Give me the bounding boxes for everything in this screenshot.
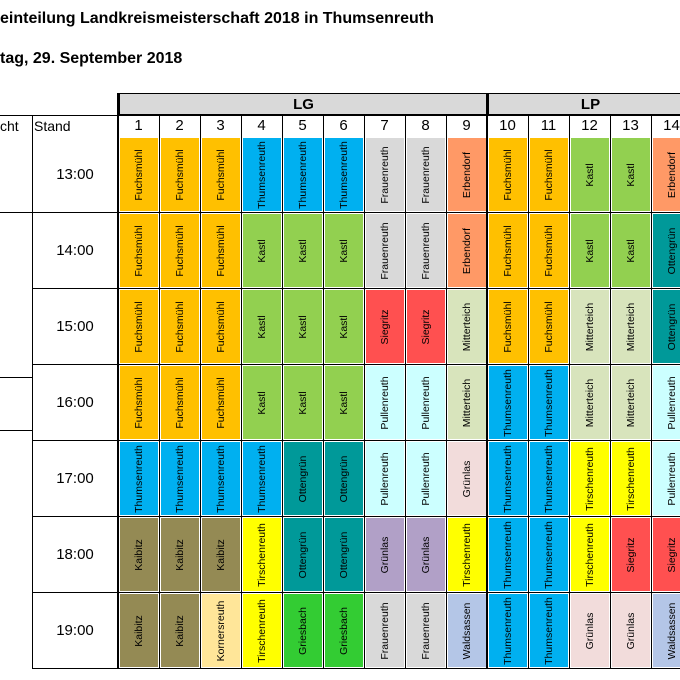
- schedule-cell: [161, 594, 199, 667]
- stand-label: Stand: [34, 117, 71, 134]
- schedule-cell: [448, 366, 486, 439]
- club-name: Erbendorf: [665, 151, 678, 198]
- club-name: Erbendorf: [460, 151, 473, 198]
- schedule-cell: [407, 214, 445, 287]
- schedule-cell: [243, 214, 281, 287]
- schedule-cell: [284, 442, 322, 515]
- schedule-cell: [653, 518, 680, 591]
- club-name: Thumsenreuth: [542, 596, 555, 665]
- time-label: 15:00: [56, 317, 94, 335]
- stand-number-10: 10: [499, 117, 516, 134]
- column-divider: [241, 115, 242, 668]
- schedule-cell: [366, 138, 404, 211]
- row-divider: [32, 516, 680, 517]
- club-name: Pullenreuth: [665, 375, 678, 430]
- schedule-cell: [161, 442, 199, 515]
- club-name: Kastl: [624, 162, 637, 187]
- schedule-cell: [530, 214, 568, 287]
- schedule-cell: [366, 290, 404, 363]
- club-name: Thumsenreuth: [542, 520, 555, 589]
- schedule-cell: [243, 442, 281, 515]
- column-divider: [364, 115, 365, 668]
- schedule-cell: [120, 594, 158, 667]
- left-header-fragment: cht: [0, 117, 19, 134]
- club-name: Ottengrün: [337, 455, 350, 502]
- schedule-cell: [530, 594, 568, 667]
- schedule-cell: [243, 366, 281, 439]
- schedule-cell: [325, 138, 363, 211]
- schedule-cell: [407, 290, 445, 363]
- club-name: Thumsenreuth: [501, 368, 514, 437]
- schedule-cell: [325, 518, 363, 591]
- stand-number-12: 12: [581, 117, 598, 134]
- schedule-cell: [530, 366, 568, 439]
- club-name: Fuchsmühl: [173, 376, 186, 429]
- club-name: Kaibitz: [214, 538, 227, 571]
- club-name: Griesbach: [337, 606, 350, 655]
- club-name: Fuchsmühl: [132, 148, 145, 201]
- club-name: Tirschenreuth: [255, 522, 268, 587]
- club-name: Pullenreuth: [665, 451, 678, 506]
- row-divider: [32, 212, 680, 213]
- club-name: Frauenreuth: [419, 601, 432, 660]
- stand-number-11: 11: [540, 117, 557, 134]
- club-name: Fuchsmühl: [173, 148, 186, 201]
- club-name: Kastl: [337, 390, 350, 415]
- column-divider: [651, 115, 652, 668]
- schedule-cell: [202, 594, 240, 667]
- row-divider: [32, 440, 680, 441]
- club-name: Fuchsmühl: [501, 300, 514, 353]
- schedule-cell: [530, 138, 568, 211]
- club-name: Mitterteich: [583, 302, 596, 351]
- schedule-cell: [612, 138, 650, 211]
- schedule-cell: [366, 518, 404, 591]
- club-name: Thumsenreuth: [501, 596, 514, 665]
- club-name: Kastl: [583, 238, 596, 263]
- row-divider: [32, 592, 680, 593]
- stand-number-4: 4: [257, 117, 266, 134]
- club-name: Frauenreuth: [378, 221, 391, 280]
- schedule-cell: [571, 290, 609, 363]
- schedule-cell: [612, 442, 650, 515]
- row-divider: [32, 288, 680, 289]
- club-name: Grünlas: [583, 612, 596, 649]
- schedule-cell: [489, 366, 527, 439]
- schedule-cell: [653, 138, 680, 211]
- schedule-cell: [612, 290, 650, 363]
- time-label: 13:00: [56, 165, 94, 183]
- schedule-cell: [161, 290, 199, 363]
- club-name: Fuchsmühl: [132, 300, 145, 353]
- club-name: Thumsenreuth: [296, 140, 309, 209]
- schedule-cell: [120, 442, 158, 515]
- club-name: Thumsenreuth: [255, 140, 268, 209]
- club-name: Ottengrün: [665, 303, 678, 350]
- page-subtitle: tag, 29. September 2018: [0, 50, 183, 67]
- schedule-cell: [530, 290, 568, 363]
- schedule-cell: [325, 290, 363, 363]
- schedule-cell: [448, 594, 486, 667]
- club-name: Kastl: [296, 314, 309, 339]
- club-name: Grünlas: [624, 612, 637, 649]
- row-divider: [32, 364, 680, 365]
- left-fragment-line: [0, 212, 32, 213]
- schedule-cell: [366, 366, 404, 439]
- schedule-cell: [120, 366, 158, 439]
- club-name: Mitterteich: [460, 302, 473, 351]
- schedule-cell: [120, 518, 158, 591]
- schedule-cell: [284, 518, 322, 591]
- schedule-cell: [243, 518, 281, 591]
- schedule-cell: [202, 214, 240, 287]
- schedule-cell: [571, 518, 609, 591]
- club-name: Kornersreuth: [214, 600, 227, 661]
- schedule-cell: [284, 138, 322, 211]
- club-name: Grünlas: [460, 460, 473, 497]
- schedule-cell: [653, 214, 680, 287]
- club-name: Kastl: [255, 390, 268, 415]
- club-name: Fuchsmühl: [501, 224, 514, 277]
- schedule-cell: [571, 366, 609, 439]
- club-name: Tirschenreuth: [583, 446, 596, 511]
- group-header-lp: LP: [487, 93, 680, 115]
- schedule-cell: [489, 518, 527, 591]
- schedule-cell: [571, 138, 609, 211]
- stand-number-2: 2: [175, 117, 184, 134]
- club-name: Kastl: [583, 162, 596, 187]
- stand-number-8: 8: [421, 117, 430, 134]
- club-name: Kaibitz: [132, 614, 145, 647]
- schedule-cell: [202, 290, 240, 363]
- stand-number-1: 1: [134, 117, 143, 134]
- club-name: Grünlas: [419, 536, 432, 573]
- club-name: Kastl: [337, 238, 350, 263]
- club-name: Kaibitz: [173, 538, 186, 571]
- club-name: Fuchsmühl: [173, 300, 186, 353]
- schedule-cell: [653, 366, 680, 439]
- club-name: Kastl: [255, 238, 268, 263]
- club-name: Kastl: [624, 238, 637, 263]
- schedule-cell: [612, 518, 650, 591]
- club-name: Pullenreuth: [419, 451, 432, 506]
- club-name: Thumsenreuth: [542, 444, 555, 513]
- schedule-cell: [243, 594, 281, 667]
- schedule-cell: [325, 442, 363, 515]
- club-name: Fuchsmühl: [173, 224, 186, 277]
- schedule-cell: [325, 366, 363, 439]
- column-divider: [405, 115, 406, 668]
- schedule-cell: [161, 138, 199, 211]
- schedule-cell: [407, 594, 445, 667]
- schedule-cell: [407, 518, 445, 591]
- left-fragment-line: [0, 430, 32, 431]
- schedule-cell: [448, 214, 486, 287]
- schedule-cell: [571, 594, 609, 667]
- time-label: 16:00: [56, 393, 94, 411]
- time-label: 14:00: [56, 241, 94, 259]
- club-name: Kaibitz: [173, 614, 186, 647]
- schedule-cell: [161, 518, 199, 591]
- schedule-cell: [120, 214, 158, 287]
- club-name: Tirschenreuth: [460, 522, 473, 587]
- schedule-cell: [489, 214, 527, 287]
- column-divider: [569, 115, 570, 668]
- schedule-cell: [612, 214, 650, 287]
- club-name: Mitterteich: [624, 378, 637, 427]
- schedule-cell: [243, 138, 281, 211]
- time-column-left-border: [32, 115, 33, 668]
- schedule-cell: [489, 138, 527, 211]
- club-name: Erbendorf: [460, 227, 473, 274]
- schedule-cell: [243, 290, 281, 363]
- club-name: Kastl: [296, 390, 309, 415]
- column-divider: [159, 115, 160, 668]
- club-name: Pullenreuth: [378, 375, 391, 430]
- schedule-cell: [120, 290, 158, 363]
- schedule-cell: [202, 138, 240, 211]
- club-name: Kastl: [255, 314, 268, 339]
- schedule-cell: [120, 138, 158, 211]
- schedule-cell: [653, 290, 680, 363]
- club-name: Kaibitz: [132, 538, 145, 571]
- club-name: Tirschenreuth: [255, 598, 268, 663]
- club-name: Pullenreuth: [378, 451, 391, 506]
- club-name: Ottengrün: [337, 531, 350, 578]
- club-name: Griesbach: [296, 606, 309, 655]
- schedule-cell: [612, 366, 650, 439]
- club-name: Thumsenreuth: [173, 444, 186, 513]
- schedule-cell: [448, 518, 486, 591]
- column-divider: [323, 115, 324, 668]
- schedule-cell: [161, 366, 199, 439]
- schedule-cell: [448, 290, 486, 363]
- schedule-cell: [653, 442, 680, 515]
- club-name: Fuchsmühl: [214, 300, 227, 353]
- schedule-cell: [325, 594, 363, 667]
- club-name: Waldsassen: [665, 602, 678, 659]
- time-label: 19:00: [56, 621, 94, 639]
- group-header-lg: LG: [118, 93, 487, 115]
- club-name: Tirschenreuth: [624, 446, 637, 511]
- stand-number-7: 7: [380, 117, 389, 134]
- schedule-cell: [612, 594, 650, 667]
- club-name: Fuchsmühl: [542, 148, 555, 201]
- schedule-cell: [284, 594, 322, 667]
- row-divider: [32, 668, 680, 669]
- club-name: Pullenreuth: [419, 375, 432, 430]
- club-name: Ottengrün: [296, 455, 309, 502]
- stand-number-6: 6: [339, 117, 348, 134]
- column-divider: [117, 93, 119, 668]
- club-name: Ottengrün: [665, 227, 678, 274]
- schedule-cell: [284, 366, 322, 439]
- column-divider: [528, 115, 529, 668]
- column-divider: [200, 115, 201, 668]
- club-name: Fuchsmühl: [214, 376, 227, 429]
- schedule-cell: [407, 366, 445, 439]
- schedule-cell: [448, 138, 486, 211]
- time-label: 17:00: [56, 469, 94, 487]
- club-name: Kastl: [296, 238, 309, 263]
- column-divider: [486, 93, 488, 668]
- club-name: Tirschenreuth: [583, 522, 596, 587]
- club-name: Thumsenreuth: [501, 520, 514, 589]
- schedule-cell: [489, 442, 527, 515]
- schedule-cell: [284, 290, 322, 363]
- schedule-cell: [202, 366, 240, 439]
- schedule-cell: [366, 214, 404, 287]
- page-title: einteilung Landkreismeisterschaft 2018 in Thumsenreuth: [0, 10, 434, 27]
- schedule-cell: [202, 518, 240, 591]
- club-name: Thumsenreuth: [214, 444, 227, 513]
- club-name: Fuchsmühl: [542, 224, 555, 277]
- column-divider: [610, 115, 611, 668]
- schedule-cell: [325, 214, 363, 287]
- schedule-cell: [489, 290, 527, 363]
- stand-number-3: 3: [216, 117, 225, 134]
- schedule-cell: [407, 138, 445, 211]
- schedule-cell: [653, 594, 680, 667]
- club-name: Fuchsmühl: [542, 300, 555, 353]
- column-divider: [282, 115, 283, 668]
- club-name: Frauenreuth: [419, 145, 432, 204]
- schedule-cell: [366, 442, 404, 515]
- club-name: Frauenreuth: [419, 221, 432, 280]
- club-name: Fuchsmühl: [501, 148, 514, 201]
- club-name: Siegritz: [378, 308, 391, 345]
- stand-number-14: 14: [663, 117, 680, 134]
- club-name: Fuchsmühl: [132, 376, 145, 429]
- club-name: Thumsenreuth: [132, 444, 145, 513]
- stand-number-13: 13: [622, 117, 639, 134]
- club-name: Fuchsmühl: [132, 224, 145, 277]
- club-name: Thumsenreuth: [337, 140, 350, 209]
- club-name: Mitterteich: [583, 378, 596, 427]
- schedule-cell: [489, 594, 527, 667]
- schedule-cell: [571, 442, 609, 515]
- club-name: Waldsassen: [460, 602, 473, 659]
- club-name: Thumsenreuth: [255, 444, 268, 513]
- club-name: Thumsenreuth: [501, 444, 514, 513]
- club-name: Fuchsmühl: [214, 148, 227, 201]
- schedule-cell: [366, 594, 404, 667]
- stand-number-9: 9: [462, 117, 471, 134]
- schedule-cell: [530, 518, 568, 591]
- club-name: Siegritz: [665, 536, 678, 573]
- club-name: Kastl: [337, 314, 350, 339]
- club-name: Frauenreuth: [378, 145, 391, 204]
- schedule-cell: [530, 442, 568, 515]
- left-fragment-line: [0, 377, 32, 378]
- column-divider: [446, 115, 447, 668]
- schedule-cell: [161, 214, 199, 287]
- stand-number-5: 5: [298, 117, 307, 134]
- club-name: Siegritz: [624, 536, 637, 573]
- club-name: Thumsenreuth: [542, 368, 555, 437]
- club-name: Siegritz: [419, 308, 432, 345]
- club-name: Mitterteich: [460, 378, 473, 427]
- club-name: Ottengrün: [296, 531, 309, 578]
- schedule-cell: [571, 214, 609, 287]
- time-label: 18:00: [56, 545, 94, 563]
- schedule-cell: [284, 214, 322, 287]
- schedule-cell: [202, 442, 240, 515]
- schedule-cell: [407, 442, 445, 515]
- club-name: Frauenreuth: [378, 601, 391, 660]
- club-name: Mitterteich: [624, 302, 637, 351]
- club-name: Grünlas: [378, 536, 391, 573]
- schedule-cell: [448, 442, 486, 515]
- club-name: Fuchsmühl: [214, 224, 227, 277]
